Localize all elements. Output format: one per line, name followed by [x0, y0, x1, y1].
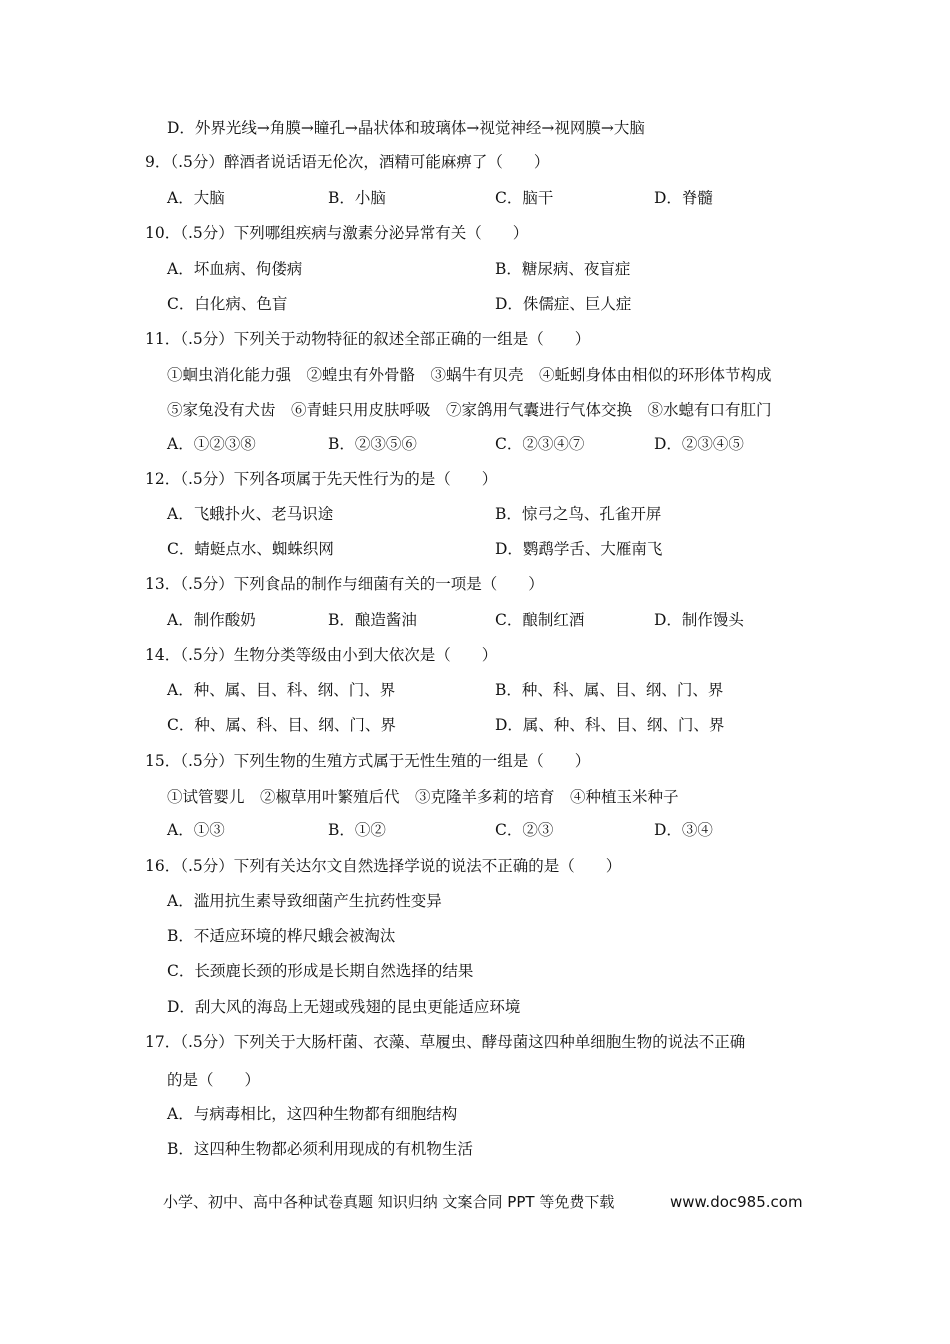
question-9: 9．（.5分）醉酒者说话语无伦次，酒精可能麻痹了（ ）: [145, 153, 550, 171]
q10-option-b: B．糖尿病、夜盲症: [495, 260, 631, 278]
q15-option-a: A．①③: [167, 821, 225, 839]
question-16: 16．（.5分）下列有关达尔文自然选择学说的说法不正确的是（ ）: [145, 857, 622, 875]
q16-option-c: C．长颈鹿长颈的形成是长期自然选择的结果: [167, 962, 474, 980]
q16-option-d: D．刮大风的海岛上无翅或残翅的昆虫更能适应环境: [167, 998, 521, 1016]
question-12: 12．（.5分）下列各项属于先天性行为的是（ ）: [145, 470, 498, 488]
q14-option-a: A．种、属、目、科、纲、门、界: [167, 681, 396, 699]
question-14: 14．（.5分）生物分类等级由小到大依次是（ ）: [145, 646, 498, 664]
q9-option-b: B．小脑: [328, 189, 386, 207]
q10-option-d: D．侏儒症、巨人症: [495, 295, 632, 313]
q12-option-c: C．蜻蜓点水、蜘蛛织网: [167, 540, 334, 558]
q12-option-d: D．鹦鹉学舌、大雁南飞: [495, 540, 663, 558]
q16-option-b: B．不适应环境的桦尺蛾会被淘汰: [167, 927, 396, 945]
q12-option-b: B．惊弓之鸟、孔雀开屏: [495, 505, 662, 523]
q17-option-a: A．与病毒相比，这四种生物都有细胞结构: [167, 1105, 458, 1123]
footer-site[interactable]: www.doc985.com: [670, 1193, 803, 1211]
q13-option-c: C．酿制红酒: [495, 611, 585, 629]
q15-option-b: B．①②: [328, 821, 386, 839]
q14-option-d: D．属、种、科、目、纲、门、界: [495, 716, 725, 734]
q8-option-d: D．外界光线→角膜→瞳孔→晶状体和玻璃体→视觉神经→视网膜→大脑: [167, 119, 645, 137]
q16-option-a: A．滥用抗生素导致细菌产生抗药性变异: [167, 892, 442, 910]
q13-option-b: B．酿造酱油: [328, 611, 417, 629]
q11-option-c: C．②③④⑦: [495, 435, 585, 453]
q15-option-c: C．②③: [495, 821, 554, 839]
q9-option-a: A．大脑: [167, 189, 225, 207]
q15-option-d: D．③④: [654, 821, 713, 839]
q11-option-d: D．②③④⑤: [654, 435, 744, 453]
q10-option-a: A．坏血病、佝偻病: [167, 260, 303, 278]
q13-option-d: D．制作馒头: [654, 611, 744, 629]
q11-option-b: B．②③⑤⑥: [328, 435, 417, 453]
q9-option-d: D．脊髓: [654, 189, 713, 207]
q11-statements-1: ①蛔虫消化能力强 ②蝗虫有外骨骼 ③蜗牛有贝壳 ④蚯蚓身体由相似的环形体节构成: [167, 366, 772, 384]
question-13: 13．（.5分）下列食品的制作与细菌有关的一项是（ ）: [145, 575, 544, 593]
question-17: 17．（.5分）下列关于大肠杆菌、衣藻、草履虫、酵母菌这四种单细胞生物的说法不正确: [145, 1033, 746, 1051]
q17-option-b: B．这四种生物都必须利用现成的有机物生活: [167, 1140, 473, 1158]
q13-option-a: A．制作酸奶: [167, 611, 256, 629]
question-15: 15．（.5分）下列生物的生殖方式属于无性生殖的一组是（ ）: [145, 752, 591, 770]
q9-option-c: C．脑干: [495, 189, 554, 207]
q15-statements: ①试管婴儿 ②椒草用叶繁殖后代 ③克隆羊多莉的培育 ④种植玉米种子: [167, 788, 679, 806]
footer-text: 小学、初中、高中各种试卷真题 知识归纳 文案合同 PPT 等免费下载: [163, 1193, 615, 1211]
q14-option-c: C．种、属、科、目、纲、门、界: [167, 716, 396, 734]
q10-option-c: C．白化病、色盲: [167, 295, 288, 313]
question-11: 11．（.5分）下列关于动物特征的叙述全部正确的一组是（ ）: [145, 330, 591, 348]
q12-option-a: A．飞蛾扑火、老马识途: [167, 505, 334, 523]
question-10: 10．（.5分）下列哪组疾病与激素分泌异常有关（ ）: [145, 224, 529, 242]
q11-option-a: A．①②③⑧: [167, 435, 256, 453]
question-17-continued: 的是（ ）: [167, 1071, 261, 1089]
q14-option-b: B．种、科、属、目、纲、门、界: [495, 681, 724, 699]
q11-statements-2: ⑤家兔没有犬齿 ⑥青蛙只用皮肤呼吸 ⑦家鸽用气囊进行气体交换 ⑧水螅有口有肛门: [167, 401, 772, 419]
